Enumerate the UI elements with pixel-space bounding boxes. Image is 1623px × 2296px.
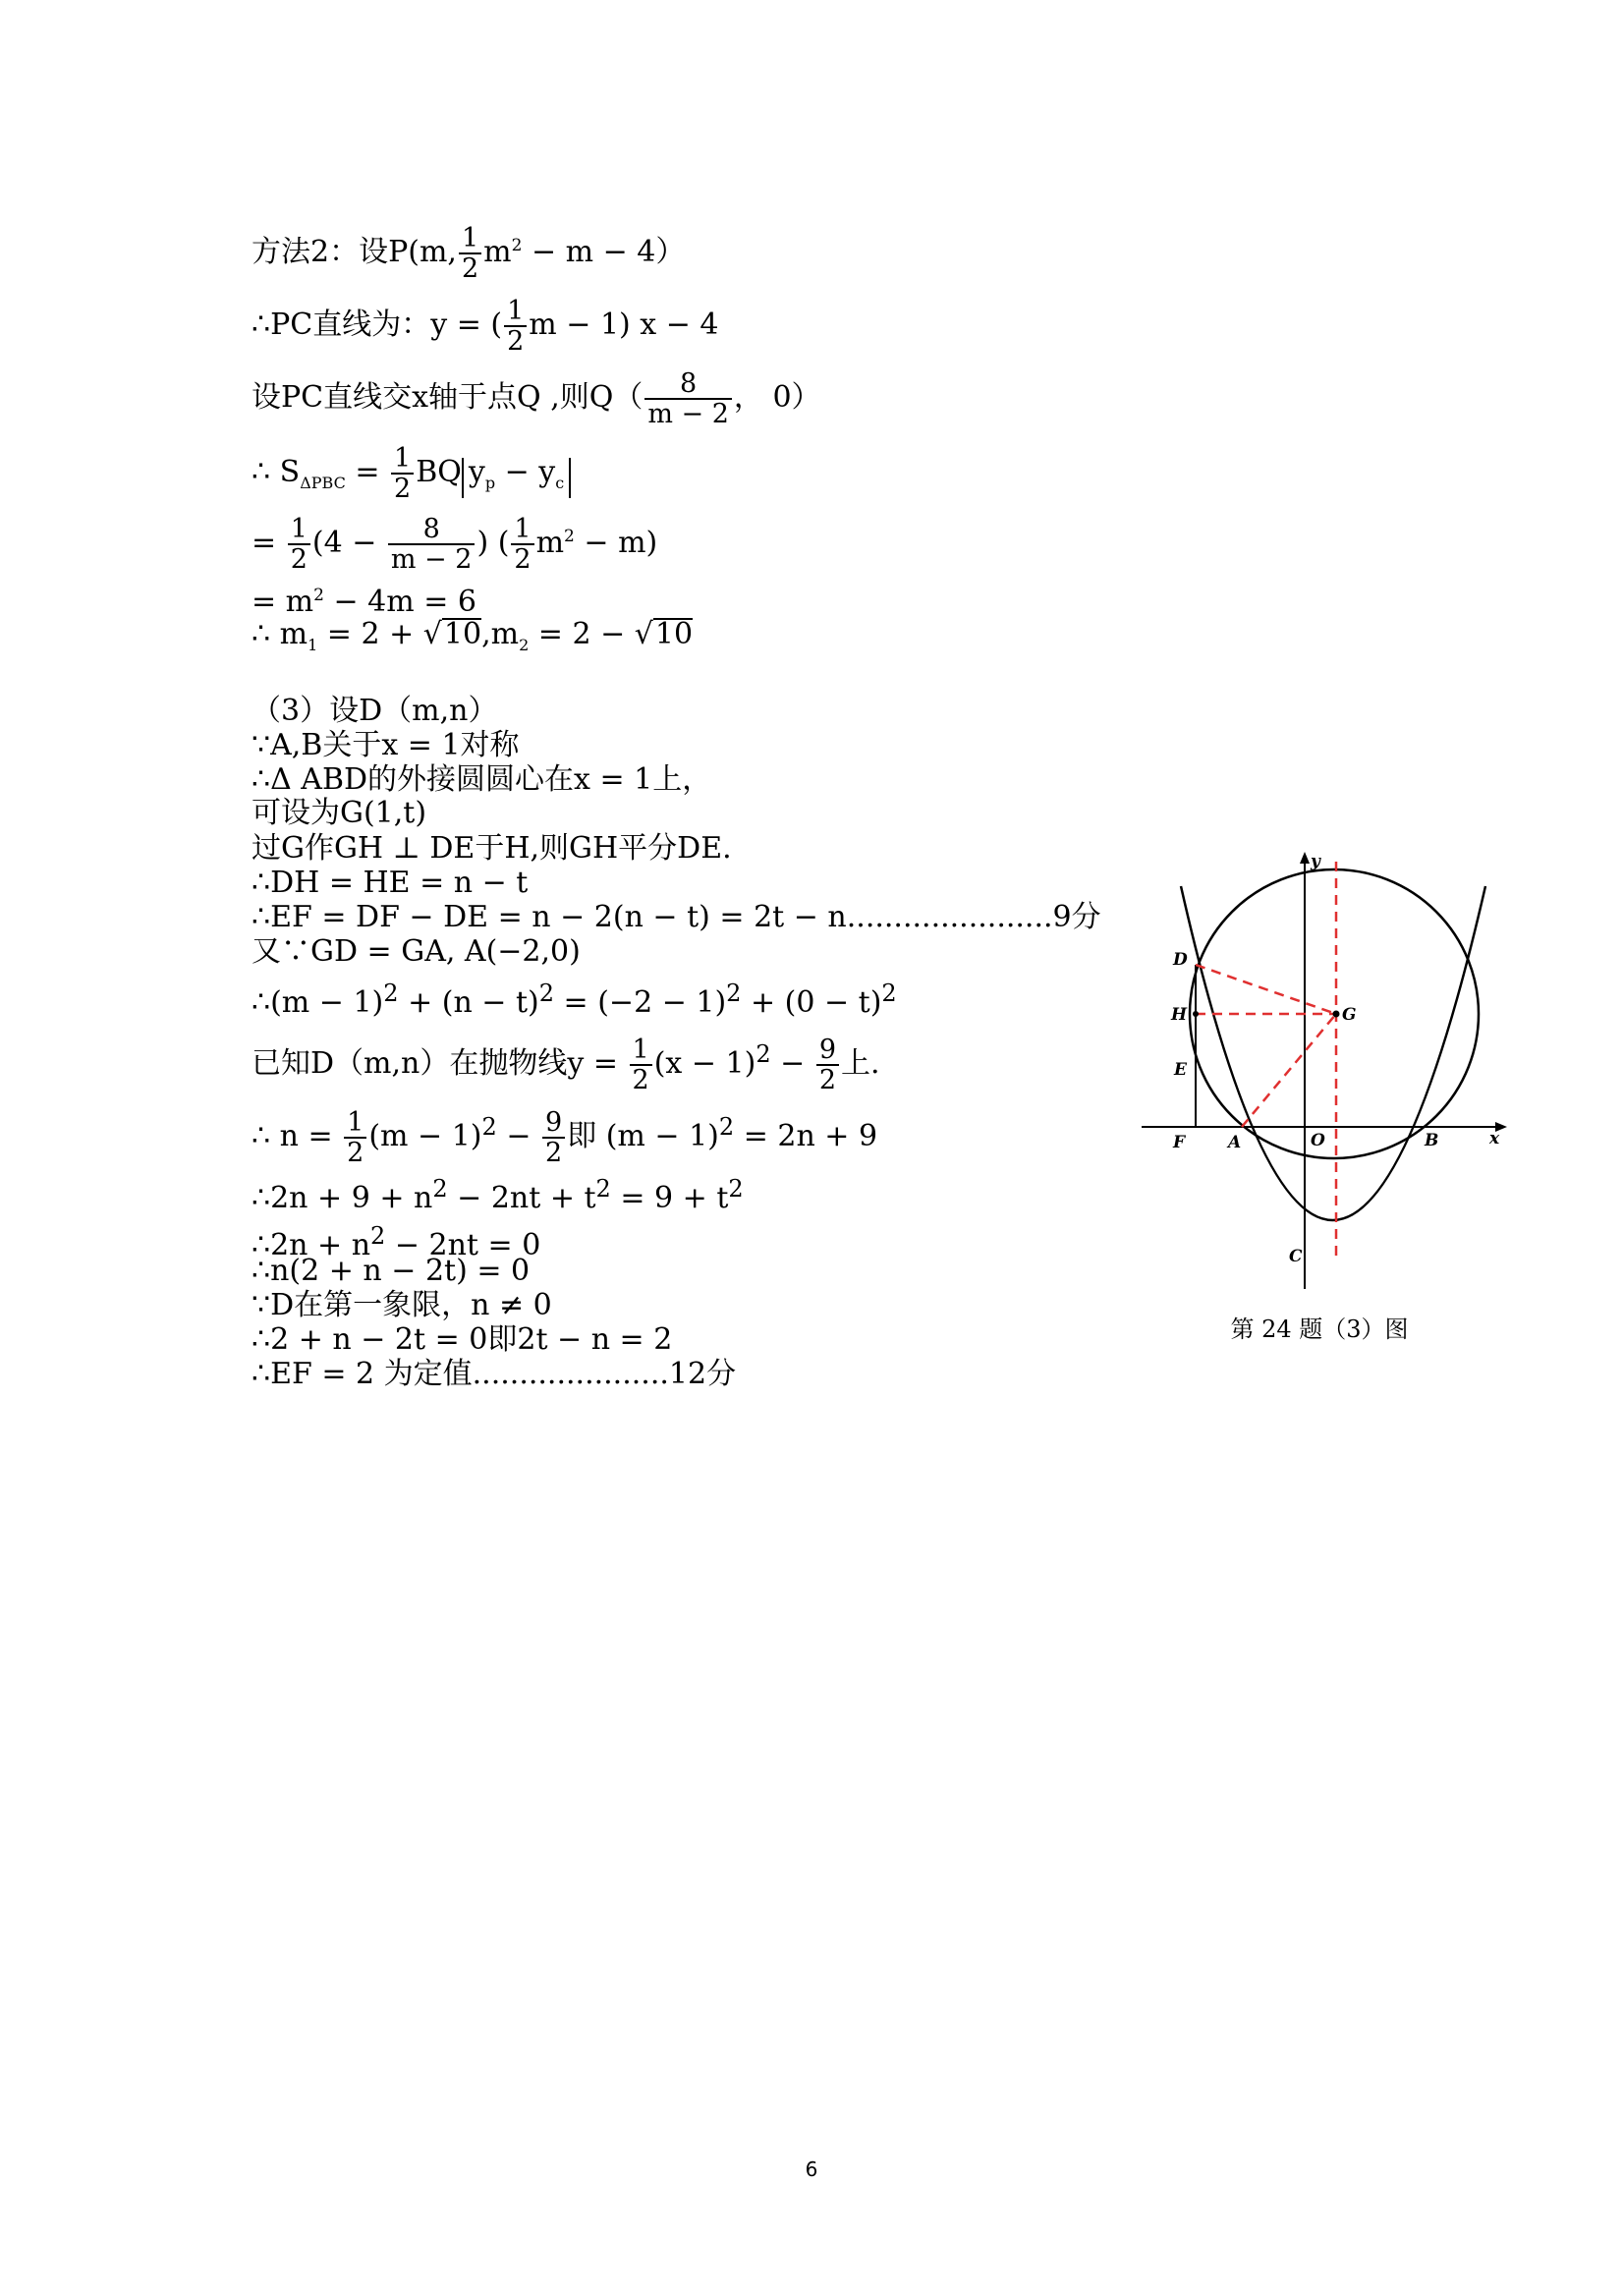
m2-line4: ∴ $S_{\Delta PBC}$ = $\frac{1}{2}$ BQ $y_p - y_c$	[252, 444, 571, 503]
label-A: A	[1228, 1133, 1242, 1152]
p3-line7: ∴EF = DF − DE = n − 2(n − t) = 2t − n......................9分	[252, 900, 1101, 934]
p3-line2: ∵A,B关于x = 1对称	[252, 728, 520, 762]
fraction: $\frac{1}{2}$	[630, 1036, 652, 1094]
y-axis-arrow	[1300, 852, 1310, 864]
label-O: O	[1311, 1131, 1325, 1150]
p3-line16: ∴2 + n − 2t = 0即2t − n = 2	[252, 1322, 673, 1357]
p3-line15: ∵D在第一象限，n ≠ 0	[252, 1288, 552, 1322]
fraction: $\frac{1}{2}$	[459, 224, 481, 283]
p3-line1: （3）设D（m,n）	[252, 694, 498, 728]
p3-line17: ∴EF = 2 为定值.....................12分	[252, 1357, 737, 1391]
p3-line14: ∴n(2 + n − 2t) = 0	[252, 1254, 531, 1288]
p3-line8: 又∵GD = GA, A(−2,0)	[252, 934, 581, 969]
label-E: E	[1174, 1060, 1187, 1080]
label-G: G	[1342, 1005, 1357, 1025]
p3-line4: 可设为G(1,t)	[252, 796, 427, 830]
m2-line7: ∴ $m_1 = 2 + √10,m_2 = 2 - √10$	[252, 617, 694, 654]
label-B: B	[1425, 1131, 1439, 1150]
label-F: F	[1173, 1133, 1186, 1152]
fraction: $\frac{8}{m - 2}$	[644, 369, 732, 428]
fraction: $\frac{9}{2}$	[542, 1108, 565, 1167]
m2-line3: 设PC直线交x轴于点Q ,则Q（ $\frac{8}{m - 2}$ ， 0）	[252, 368, 821, 429]
parabola-circle-figure	[1140, 847, 1513, 1299]
p3-line11: ∴ n = $\frac{1}{2}$ $(m - 1)^2$ − $\frac{9}{2}$ 即 $(m - 1)^2 = 2n + 9$	[252, 1107, 878, 1168]
sqrt: 10	[443, 617, 482, 651]
p3-line12: ∴2n + $9 + n^2 - 2nt + t^2 = 9 + t^2$	[252, 1175, 744, 1215]
fraction: $\frac{9}{2}$	[816, 1036, 839, 1094]
fraction: $\frac{8}{m - 2}$	[388, 515, 476, 574]
p3-line5: 过G作GH ⊥ DE于H,则GH平分DE.	[252, 831, 732, 866]
label-x: x	[1489, 1129, 1500, 1148]
p3-line13: ∴2n + $n^2 - 2nt = 0$	[252, 1222, 541, 1262]
p3-line6: ∴DH = HE = n − t	[252, 866, 529, 900]
segment-GD	[1196, 965, 1336, 1014]
p3-line9: ∴(m − $1)^2 + (n - t)^2 = (-2 - 1)^2 + (0 - t)^2$	[252, 980, 897, 1020]
abs-value: $y_p - y_c$	[462, 458, 571, 498]
label-y: y	[1311, 852, 1320, 871]
parabola	[1181, 886, 1485, 1220]
m2-line1: 方法2：设P(m, $\frac{1}{2}$ $m^2 - m - 4$）	[252, 223, 686, 284]
point-G	[1333, 1011, 1340, 1018]
page-number: 6	[805, 2157, 818, 2181]
fraction: $\frac{1}{2}$	[511, 515, 533, 574]
fraction: $\frac{1}{2}$	[504, 297, 527, 356]
m2-line6: = $m^2 - 4m = 6$	[252, 585, 476, 619]
p3-line3: ∴Δ ABD的外接圆圆心在x = 1上，	[252, 762, 712, 797]
fraction: $\frac{1}{2}$	[391, 444, 414, 503]
label-D: D	[1173, 950, 1188, 970]
m2-line5: = $\frac{1}{2}$ (4 − $\frac{8}{m - 2}$ ) ( $\frac{1}{2}$ $m^2 - m$)	[252, 514, 658, 575]
p3-line10: 已知D（m,n）在抛物线y = $\frac{1}{2}$ $(x - 1)^2$ − $\frac{9}{2}$ 上.	[252, 1035, 880, 1095]
segment-GA	[1242, 1014, 1336, 1127]
label-H: H	[1171, 1005, 1188, 1025]
fraction: $\frac{1}{2}$	[344, 1108, 366, 1167]
sqrt: 10	[654, 617, 694, 651]
point-H	[1193, 1011, 1199, 1017]
m2-line2: ∴PC直线为：y = ( $\frac{1}{2}$ m − 1) x − 4	[252, 296, 719, 357]
figure-caption: 第 24 题（3）图	[1230, 1316, 1409, 1343]
fraction: $\frac{1}{2}$	[288, 515, 310, 574]
label-C: C	[1289, 1247, 1303, 1266]
